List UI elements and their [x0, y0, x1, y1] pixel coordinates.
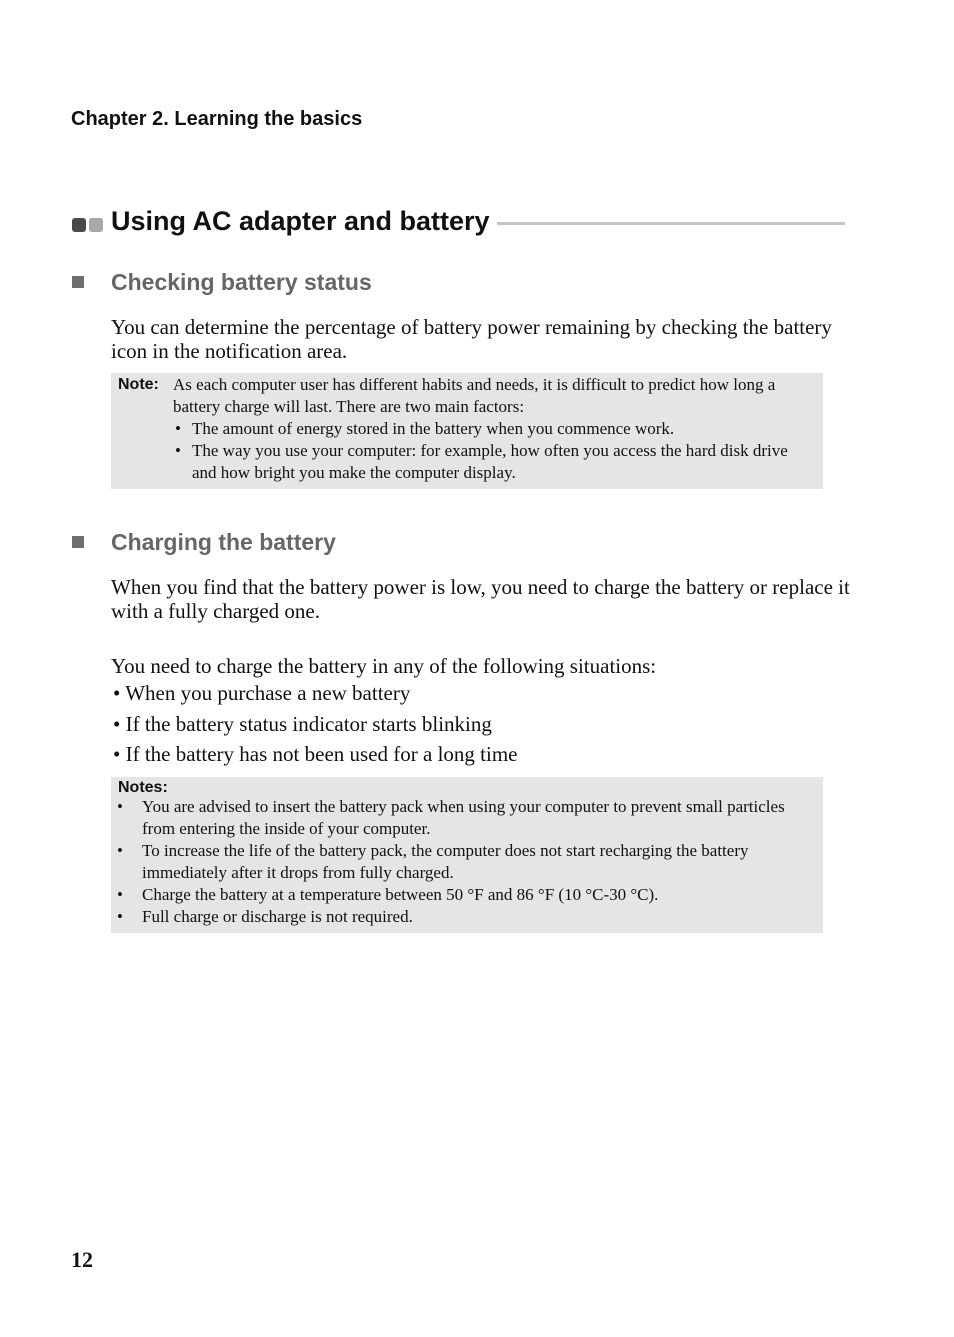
- note-bullet-list: [173, 418, 813, 484]
- list-item: [113, 711, 517, 742]
- note-box: [111, 373, 823, 489]
- section-dots-icon: [71, 218, 107, 232]
- note-bullet-text: The amount of energy stored in the battery when you commence work.: [192, 419, 675, 438]
- note-bullet-item: [173, 418, 813, 440]
- bullet-icon: •: [117, 907, 123, 926]
- notes-bullet-item: [116, 884, 816, 906]
- situations-list: [113, 680, 517, 772]
- notes-bullet-text: Full charge or discharge is not required.: [142, 907, 413, 926]
- list-item: [113, 741, 517, 772]
- bullet-icon: •: [175, 441, 181, 460]
- checking-paragraph: You can determine the percentage of battery power remaining by checking the battery icon in the notification area.: [111, 315, 832, 363]
- notes-bullet-item: [116, 796, 816, 840]
- notes-box: [111, 777, 823, 933]
- chapter-header: Chapter 2. Learning the basics: [71, 108, 363, 130]
- bullet-icon: •: [113, 742, 121, 766]
- list-item-text: If the battery has not been used for a long time: [125, 742, 518, 766]
- charging-paragraph: When you find that the battery power is low, you need to charge the battery or replace it with a fully charged one.: [111, 575, 850, 623]
- bullet-icon: •: [113, 711, 121, 736]
- light-dot-icon: [89, 218, 103, 232]
- notes-label: Notes:: [118, 779, 168, 796]
- list-item-text: If the battery status indicator starts blinking: [125, 711, 492, 736]
- section-title-row: [71, 206, 845, 242]
- bullet-icon: •: [117, 797, 123, 816]
- notes-bullet-item: [116, 906, 816, 928]
- bullet-icon: •: [113, 681, 121, 705]
- subsection-heading: Checking battery status: [111, 269, 372, 295]
- notes-bullet-text: Charge the battery at a temperature between 50 °F and 86 °F (10 °C-30 °C).: [142, 885, 659, 904]
- dark-dot-icon: [72, 218, 86, 232]
- square-bullet-icon: [72, 536, 84, 548]
- note-label: Note:: [118, 376, 159, 393]
- bullet-icon: •: [117, 841, 123, 860]
- notes-bullet-text: You are advised to insert the battery pack when using your computer to prevent small particles from entering the inside of your computer.: [142, 797, 785, 838]
- note-text: As each computer user has different habits and needs, it is difficult to predict how long a battery charge will last. There are two main factors:: [173, 375, 776, 416]
- section-title: Using AC adapter and battery: [111, 206, 490, 236]
- notes-bullet-text: To increase the life of the battery pack, the computer does not start recharging the battery immediately after it drops from fully charged.: [142, 841, 749, 882]
- subsection-heading: Charging the battery: [111, 529, 336, 555]
- list-item-text: When you purchase a new battery: [125, 681, 411, 705]
- notes-bullet-list: [116, 796, 816, 928]
- note-bullet-item: [173, 440, 813, 484]
- bullet-icon: •: [117, 885, 123, 904]
- note-bullet-text: The way you use your computer: for example, how often you access the hard disk drive and how bright you make the computer display.: [192, 441, 788, 482]
- page-number: 12: [71, 1247, 93, 1272]
- situations-intro: You need to charge the battery in any of the following situations:: [111, 654, 657, 678]
- square-bullet-icon: [72, 276, 84, 288]
- section-rule-divider: [497, 222, 845, 225]
- notes-bullet-item: [116, 840, 816, 884]
- list-item: [113, 680, 517, 711]
- bullet-icon: •: [175, 419, 181, 438]
